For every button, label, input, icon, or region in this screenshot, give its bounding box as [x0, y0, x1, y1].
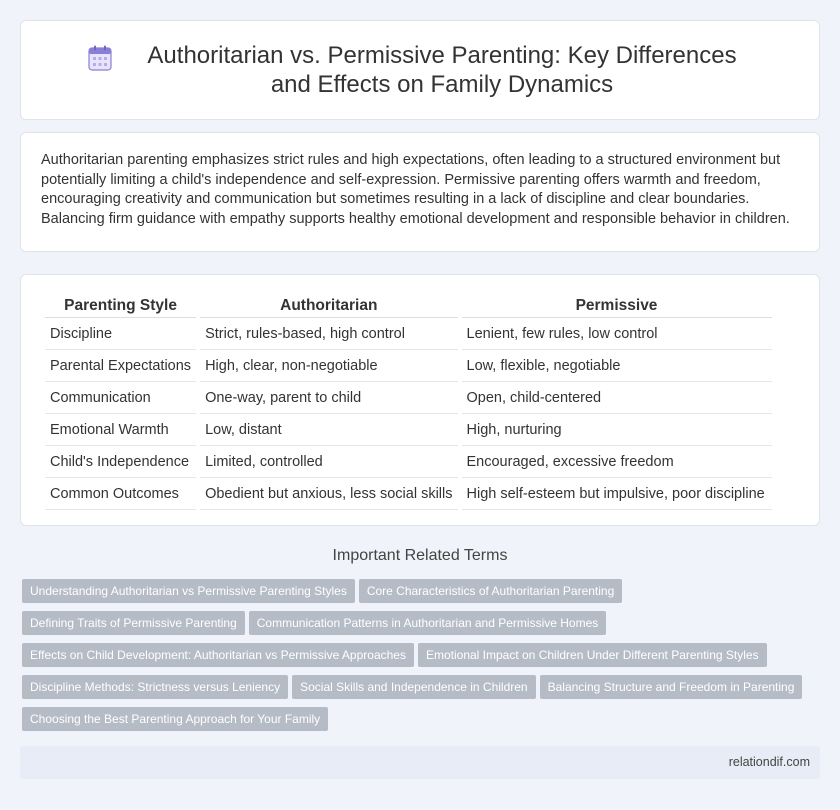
- site-link[interactable]: relationdif.com: [728, 755, 810, 769]
- related-term-tag[interactable]: Social Skills and Independence in Children: [292, 675, 535, 699]
- table-cell: Lenient, few rules, low control: [462, 318, 772, 350]
- table-cell: Common Outcomes: [45, 478, 196, 510]
- related-term-tag[interactable]: Understanding Authoritarian vs Permissive Parenting Styles: [22, 579, 355, 603]
- table-cell: Open, child-centered: [462, 382, 772, 414]
- intro-text: Authoritarian parenting emphasizes strict rules and high expectations, often leading to a structured environment but potentially limiting a child's independence and self-expression. Permissive parenting offers warmth and freedom, encouraging creativity and communication but sometimes resulting in a lack of discipline and clear boundaries. Balancing firm guidance with empathy supports healthy emotional development and responsible behavior in children.: [41, 152, 790, 227]
- page-title: Authoritarian vs. Permissive Parenting: Key Differences and Effects on Family Dynamics: [147, 42, 737, 98]
- table-cell: Discipline: [45, 318, 196, 350]
- table-cell: One-way, parent to child: [200, 382, 457, 414]
- table-cell: Obedient but anxious, less social skills: [200, 478, 457, 510]
- title-wrap: [88, 41, 752, 99]
- table-row: [45, 478, 772, 510]
- calendar-icon: [88, 45, 112, 71]
- related-term-tag[interactable]: Defining Traits of Permissive Parenting: [22, 611, 245, 635]
- related-terms-title: Important Related Terms: [332, 547, 508, 564]
- comparison-table: [41, 295, 776, 510]
- column-header: Permissive: [462, 295, 772, 318]
- table-cell: Emotional Warmth: [45, 414, 196, 446]
- table-cell: High self-esteem but impulsive, poor discipline: [462, 478, 772, 510]
- header-card: [20, 20, 820, 120]
- column-header: Parenting Style: [45, 295, 196, 318]
- table-cell: Encouraged, excessive freedom: [462, 446, 772, 478]
- table-cell: Parental Expectations: [45, 350, 196, 382]
- intro-card: [20, 132, 820, 252]
- footer: [20, 746, 820, 779]
- related-term-tag[interactable]: Choosing the Best Parenting Approach for Your Family: [22, 707, 328, 731]
- table-cell: Low, distant: [200, 414, 457, 446]
- table-cell: Communication: [45, 382, 196, 414]
- table-row: [45, 446, 772, 478]
- table-cell: High, clear, non-negotiable: [200, 350, 457, 382]
- table-row: [45, 382, 772, 414]
- table-row: [45, 414, 772, 446]
- related-term-tag[interactable]: Core Characteristics of Authoritarian Parenting: [359, 579, 622, 603]
- related-term-tag[interactable]: Communication Patterns in Authoritarian and Permissive Homes: [249, 611, 606, 635]
- table-row: [45, 350, 772, 382]
- related-term-tag[interactable]: Emotional Impact on Children Under Different Parenting Styles: [418, 643, 767, 667]
- comparison-card: [20, 274, 820, 526]
- table-cell: Low, flexible, negotiable: [462, 350, 772, 382]
- related-term-tag[interactable]: Effects on Child Development: Authoritarian vs Permissive Approaches: [22, 643, 414, 667]
- table-cell: Limited, controlled: [200, 446, 457, 478]
- related-terms-list: [22, 579, 822, 739]
- related-term-tag[interactable]: Balancing Structure and Freedom in Parenting: [540, 675, 803, 699]
- table-header-row: [45, 295, 772, 318]
- table-cell: Strict, rules-based, high control: [200, 318, 457, 350]
- table-cell: High, nurturing: [462, 414, 772, 446]
- related-term-tag[interactable]: Discipline Methods: Strictness versus Leniency: [22, 675, 288, 699]
- table-row: [45, 318, 772, 350]
- table-cell: Child's Independence: [45, 446, 196, 478]
- column-header: Authoritarian: [200, 295, 457, 318]
